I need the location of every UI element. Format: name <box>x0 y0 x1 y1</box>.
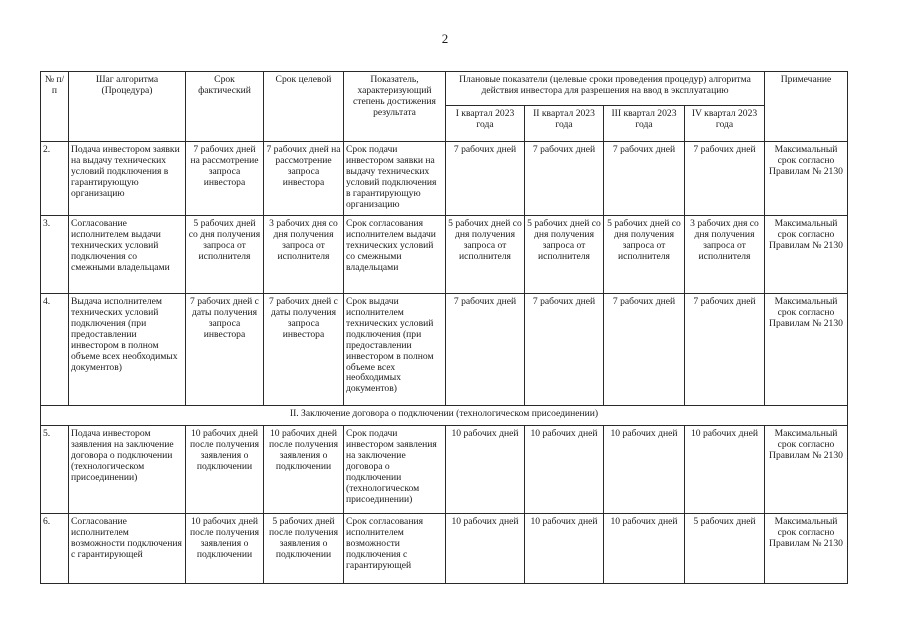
row-q4: 7 рабочих дней <box>685 142 765 216</box>
row-indicator: Срок согласования исполнителем возможности подключения с гарантирующей <box>344 514 446 584</box>
row-q3: 5 рабочих дней со дня получения запроса от исполнителя <box>604 216 685 294</box>
row-q1: 10 рабочих дней <box>446 426 525 514</box>
row-actual: 5 рабочих дней со дня получения запроса от исполнителя <box>186 216 264 294</box>
header-target: Срок целевой <box>264 72 344 142</box>
row-num: 4. <box>41 294 69 406</box>
table-row <box>41 142 848 216</box>
row-target: 3 рабочих дня со дня получения запроса от исполнителя <box>264 216 344 294</box>
row-target: 5 рабочих дней после получения заявления о подключении <box>264 514 344 584</box>
row-target: 10 рабочих дней после получения заявления о подключении <box>264 426 344 514</box>
header-planned: Плановые показатели (целевые сроки проведения процедур) алгоритма действия инвестора для разрешения на ввод в эксплуатацию <box>446 72 765 106</box>
row-q2: 7 рабочих дней <box>525 294 604 406</box>
row-step: Выдача исполнителем технических условий подключения (при предоставлении инвестором в полном объеме всех необходимых документов) <box>69 294 186 406</box>
row-q1: 7 рабочих дней <box>446 294 525 406</box>
row-note: Максимальный срок согласно Правилам № 2130 <box>765 216 848 294</box>
row-q3: 7 рабочих дней <box>604 142 685 216</box>
row-actual: 7 рабочих дней на рассмотрение запроса инвестора <box>186 142 264 216</box>
row-actual: 10 рабочих дней после получения заявления о подключении <box>186 514 264 584</box>
row-q3: 10 рабочих дней <box>604 426 685 514</box>
header-num: № п/п <box>41 72 69 142</box>
header-q2: II квартал 2023 года <box>525 106 604 142</box>
row-q4: 3 рабочих дня со дня получения запроса от исполнителя <box>685 216 765 294</box>
procedures-table <box>40 71 848 584</box>
row-q2: 10 рабочих дней <box>525 514 604 584</box>
row-q2: 5 рабочих дней со дня получения запроса от исполнителя <box>525 216 604 294</box>
header-q1: I квартал 2023 года <box>446 106 525 142</box>
table-row <box>41 514 848 584</box>
row-indicator: Срок подачи инвестором заявки на выдачу технических условий подключения в гарантирующую организацию <box>344 142 446 216</box>
row-q4: 7 рабочих дней <box>685 294 765 406</box>
section-title: II. Заключение договора о подключении (технологическом присоединении) <box>41 406 848 426</box>
row-q1: 5 рабочих дней со дня получения запроса от исполнителя <box>446 216 525 294</box>
row-indicator: Срок подачи инвестором заявления на заключение договора о подключении (технологическом присоединении) <box>344 426 446 514</box>
row-indicator: Срок согласования исполнителем выдачи технических условий со смежными владельцами <box>344 216 446 294</box>
row-q1: 7 рабочих дней <box>446 142 525 216</box>
row-num: 2. <box>41 142 69 216</box>
row-q1: 10 рабочих дней <box>446 514 525 584</box>
row-num: 5. <box>41 426 69 514</box>
row-step: Подача инвестором заявления на заключение договора о подключении (технологическом присоединении) <box>69 426 186 514</box>
section-row <box>41 406 848 426</box>
row-step: Согласование исполнителем возможности подключения с гарантирующей <box>69 514 186 584</box>
row-actual: 10 рабочих дней после получения заявления о подключении <box>186 426 264 514</box>
table-row <box>41 426 848 514</box>
header-step: Шаг алгоритма (Процедура) <box>69 72 186 142</box>
row-note: Максимальный срок согласно Правилам № 2130 <box>765 142 848 216</box>
row-step: Подача инвестором заявки на выдачу технических условий подключения в гарантирующую организацию <box>69 142 186 216</box>
row-num: 6. <box>41 514 69 584</box>
row-actual: 7 рабочих дней с даты получения запроса инвестора <box>186 294 264 406</box>
row-q2: 7 рабочих дней <box>525 142 604 216</box>
table-row <box>41 294 848 406</box>
row-target: 7 рабочих дней с даты получения запроса инвестора <box>264 294 344 406</box>
row-note: Максимальный срок согласно Правилам № 2130 <box>765 514 848 584</box>
header-actual: Срок фактический <box>186 72 264 142</box>
row-indicator: Срок выдачи исполнителем технических условий подключения (при предоставлении инвестором в полном объеме всех необходимых документов) <box>344 294 446 406</box>
header-indicator: Показатель, характеризующий степень достижения результата <box>344 72 446 142</box>
table-row <box>41 216 848 294</box>
row-num: 3. <box>41 216 69 294</box>
header-q3: III квартал 2023 года <box>604 106 685 142</box>
row-q4: 10 рабочих дней <box>685 426 765 514</box>
row-q4: 5 рабочих дней <box>685 514 765 584</box>
page-number: 2 <box>441 31 449 46</box>
row-q2: 10 рабочих дней <box>525 426 604 514</box>
header-note: Примечание <box>765 72 848 142</box>
row-note: Максимальный срок согласно Правилам № 2130 <box>765 426 848 514</box>
header-q4: IV квартал 2023 года <box>685 106 765 142</box>
row-step: Согласование исполнителем выдачи технических условий подключения со смежными владельцами <box>69 216 186 294</box>
row-q3: 7 рабочих дней <box>604 294 685 406</box>
row-q3: 10 рабочих дней <box>604 514 685 584</box>
row-note: Максимальный срок согласно Правилам № 2130 <box>765 294 848 406</box>
row-target: 7 рабочих дней на рассмотрение запроса инвестора <box>264 142 344 216</box>
